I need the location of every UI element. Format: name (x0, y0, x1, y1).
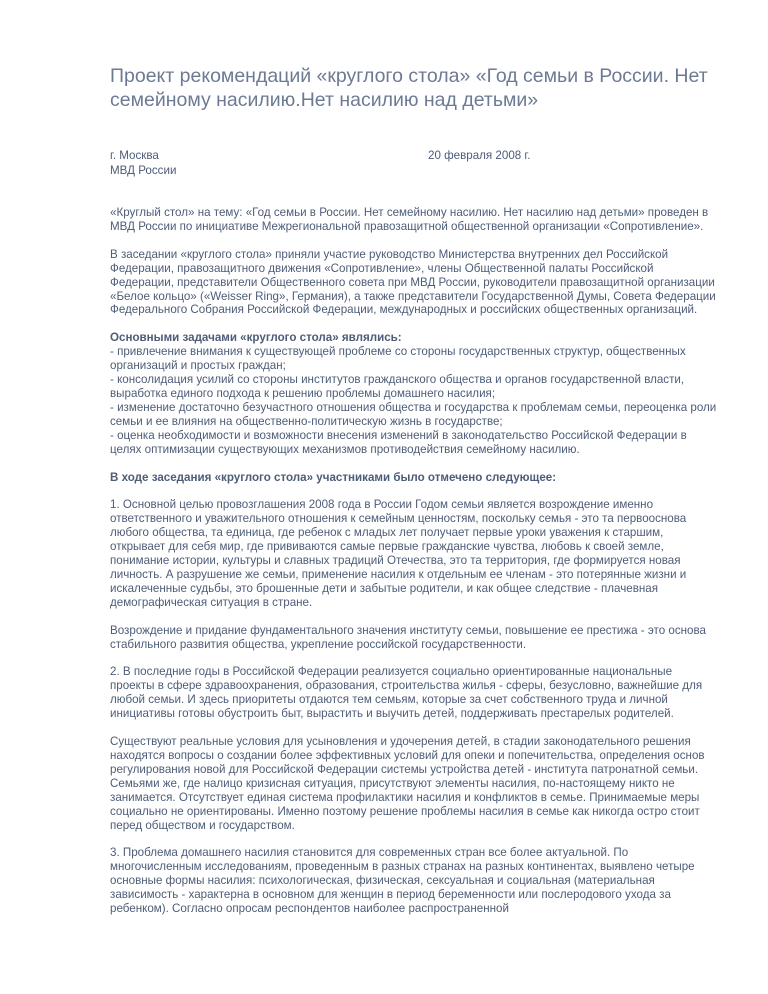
list-item: - консолидация усилий со стороны институтов гражданского общества и органов государственной власти, выработка единого подхода к решению проблемы домашнего насилия; (110, 373, 685, 400)
findings-paragraph: 3. Проблема домашнего насилия становится для современных стран все более актуальной. По многочисленным исследованиям, проведенным в разных странах на разных континентах, выявлено четыре основные формы насилия: психологическая, физическая, сексуальная и социальная (материальная зависимость - характерна в основном для женщин в период беременности или послеродового ухода за ребенком). Согласно опросам респондентов наиболее распространенной (110, 846, 695, 916)
tasks-list (110, 345, 718, 456)
list-item: - привлечение внимания к существующей проблеме со стороны государственных структур, общественных организаций и простых граждан; (110, 345, 686, 373)
findings-paragraph: 2. В последние годы в Российской Федерации реализуется социально ориентированные национальные проекты в сфере здравоохранения, образования, строительства жилья - сферы, безусловно, важнейшие для любой семьи. И здесь приоритеты отдаются тем семьям, которые за счет собственного труда и личной инициативы готовы обустроить быт, вырастить и выучить детей, поддерживать престарелых родителей. (110, 665, 703, 721)
place-organization: МВД России (110, 164, 177, 177)
intro-paragraph: «Круглый стол» на тему: «Год семьи в России. Нет семейному насилию. Нет насилию над детьми» проведен в МВД России по инициативе Межрегиональной правозащитной общественной организации «Сопротивление». (110, 206, 709, 233)
findings-paragraph: 1. Основной целью провозглашения 2008 года в России Годом семьи является возрождение именно ответственного и уважительного отношения к семейным ценностям, поскольку семья - это та первооснова любого общества, та единица, где ребенок с младых лет получает первые уроки уважения к старшим, открывает для себя мир, где прививаются самые первые гражданские чувства, любовь к своей земле, понимание истории, культуры и славных традиций Отечества, это та территория, где формируется новая личность. А разрушение же семьи, применение насилия к отдельным ее членам - это потерянные жизни и искалеченные судьбы, это брошенные дети и забытые родители, и как общее следствие - плачевная демографическая ситуация в стране. (110, 498, 687, 609)
findings-heading: В ходе заседания «круглого стола» участниками было отмечено следующее: (110, 470, 557, 484)
document-title: Проект рекомендаций «круглого стола» «Год семьи в России. Нет семейному насилию.Нет насилию над детьми» (110, 65, 708, 111)
intro-paragraph: В заседании «круглого стола» приняли участие руководство Министерства внутренних дел Российской Федерации, правозащитного движения «Сопротивление», члены Общественной палаты Российской Федерации, представители Общественного совета при МВД России, руководители правозащитной организации «Белое кольцо» («Weisser Ring», Германия), а также представители Государственной Думы, Совета Федерации Федерального Собрания Российской Федерации, международных и российских общественных организаций. (110, 247, 716, 317)
list-item: - оценка необходимости и возможности внесения изменений в законодательство Российской Федерации в целях оптимизации существующих механизмов противодействия семейному насилию. (110, 428, 687, 456)
document-date: 20 февраля 2008 г. (428, 149, 531, 162)
place-city: г. Москва (110, 149, 159, 162)
list-item: - изменение достаточно безучастного отношения общества и государства к проблемам семьи, переоценка роли семьи и ее влияния на общественно-политическую жизнь в государстве; (110, 400, 717, 428)
findings-paragraph: Возрождение и придание фундаментального значения институту семьи, повышение ее престижа - это основа стабильного развития общества, укрепление российской государственности. (110, 623, 706, 651)
tasks-heading: Основными задачами «круглого стола» являлись: (110, 331, 402, 345)
document-place (110, 148, 176, 178)
document-meta (110, 148, 718, 178)
findings-paragraph: Существуют реальные условия для усыновления и удочерения детей, в стадии законодательного решения находятся вопросы о создании более эффективных условий для опеки и попечительства, определения основ регулирования новой для Российской Федерации системы устройства детей - института патронатной семьи. Семьями же, где налицо кризисная ситуация, присутствуют элементы насилия, по-настоящему никто не занимается. Отсутствует единая система профилактики насилия и конфликтов в семье. Принимаемые меры социально не ориентированы. Именно поэтому решение проблемы насилия в семье как никогда остро стоит перед обществом и государством. (110, 735, 705, 832)
